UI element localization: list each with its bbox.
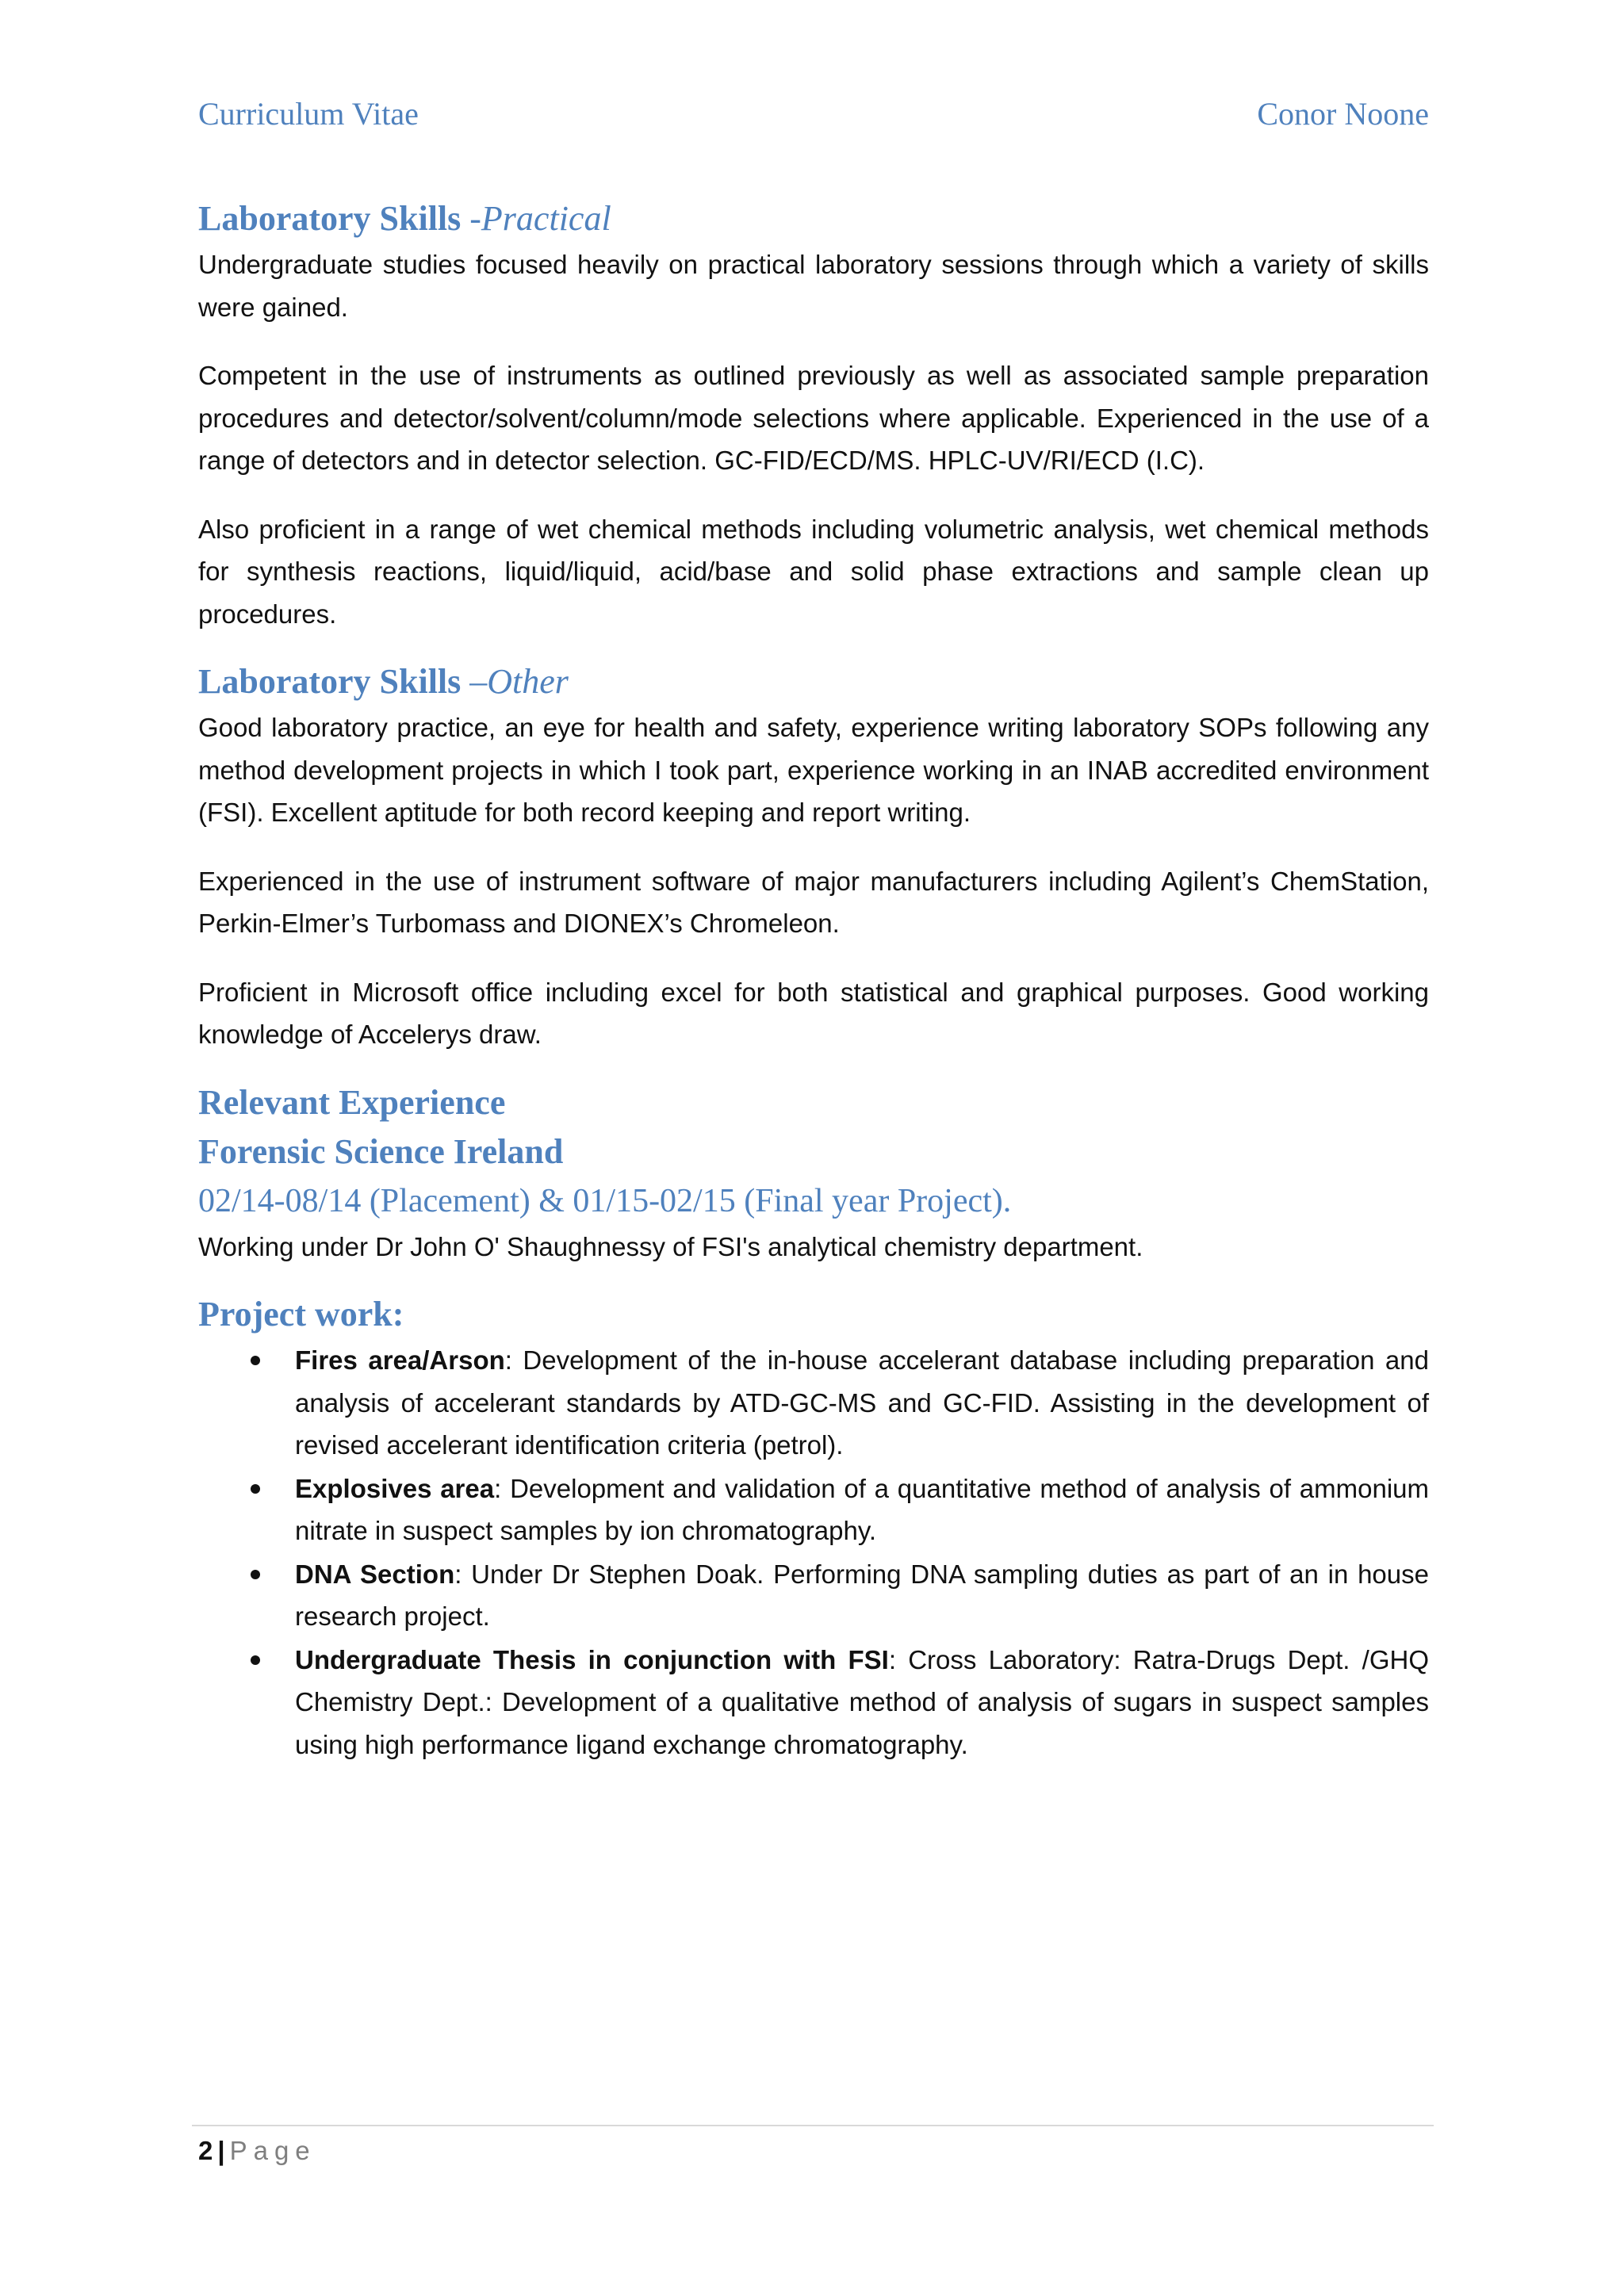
item-label: Explosives area [295,1473,495,1503]
paragraph: Undergraduate studies focused heavily on practical laboratory sessions through which a variety of skills were gained. [198,250,1429,322]
item-text: : Under Dr Stephen Doak. Performing DNA sampling duties as part of an in house research project. [295,1559,1429,1631]
heading-sub: –Other [469,662,569,701]
heading-sub: -Practical [469,199,611,238]
page-content [198,194,1429,1766]
list-item [295,1339,1429,1467]
page-footer [198,2131,316,2171]
paragraph: Proficient in Microsoft office including excel for both statistical and graphical purposes. Good working knowledge of Accelerys draw. [198,977,1429,1049]
section-heading-lab-practical [198,194,1429,243]
footer-separator: | [217,2136,225,2165]
section-heading-experience: Relevant Experience [198,1082,506,1122]
list-item [295,1553,1429,1638]
list-item [295,1468,1429,1552]
paragraph: Competent in the use of instruments as outlined previously as well as associated sample preparation procedures and detector/solvent/column/mode selections where applicable. Experienced in the use of a range of detectors and in detector selection. GC-FID/ECD/MS. HPLC-UV/RI/ECD (I.C). [198,361,1429,475]
item-text: : Development of the in-house accelerant database including preparation and analysis of accelerant standards by ATD-GC-MS and GC-FID. Assisting in the development of revised accelerant identification criteria (petrol). [295,1345,1429,1460]
section-relevant-experience [198,1078,1429,1269]
project-list [198,1339,1429,1766]
header-title: Curriculum Vitae [198,96,419,132]
employment-dates: 02/14-08/14 (Placement) & 01/15-02/15 (Final year Project). [198,1182,1012,1219]
item-label: Undergraduate Thesis in conjunction with FSI [295,1644,889,1674]
experience-description: Working under Dr John O' Shaughnessy of FSI's analytical chemistry department. [198,1231,1143,1261]
item-label: DNA Section [295,1559,455,1589]
bullet-icon [251,1655,260,1665]
heading-main: Laboratory Skills [198,662,462,701]
page-header [198,95,1429,143]
section-project-work [198,1290,1429,1766]
footer-divider [192,2125,1434,2126]
item-label: Fires area/Arson [295,1345,505,1375]
header-author: Conor Noone [1257,96,1429,132]
heading-main: Laboratory Skills [198,199,462,238]
bullet-icon [251,1570,260,1579]
section-lab-skills-practical [198,194,1429,635]
paragraph: Also proficient in a range of wet chemical methods including volumetric analysis, wet chemical methods for synthesis reactions, liquid/liquid, acid/base and solid phase extractions and sample clean up procedures. [198,514,1429,629]
page-label: Page [229,2136,316,2165]
section-heading-project-work: Project work: [198,1295,404,1334]
paragraph: Experienced in the use of instrument software of major manufacturers including Agilent’s ChemStation, Perkin-Elmer’s Turbomass and DIONEX’s Chromeleon. [198,866,1429,938]
bullet-icon [251,1356,260,1365]
bullet-icon [251,1484,260,1494]
item-text: : Development and validation of a quantitative method of analysis of ammonium nitrate in suspect samples by ion chromatography. [295,1473,1430,1545]
page-number: 2 [198,2136,213,2165]
paragraph: Good laboratory practice, an eye for health and safety, experience writing laboratory SOPs following any method development projects in which I took part, experience working in an INAB accredited environment (FSI). Excellent aptitude for both record keeping and report writing. [198,713,1429,827]
list-item [295,1639,1429,1766]
item-text: : Cross Laboratory: Ratra-Drugs Dept. /GHQ Chemistry Dept.: Development of a qualitative method of analysis of sugars in suspect samples using high performance ligand exchange chromatography. [295,1644,1430,1759]
employer-name: Forensic Science Ireland [198,1131,564,1171]
document-page [198,0,1429,2296]
section-heading-lab-other [198,657,1429,706]
section-lab-skills-other [198,657,1429,1056]
